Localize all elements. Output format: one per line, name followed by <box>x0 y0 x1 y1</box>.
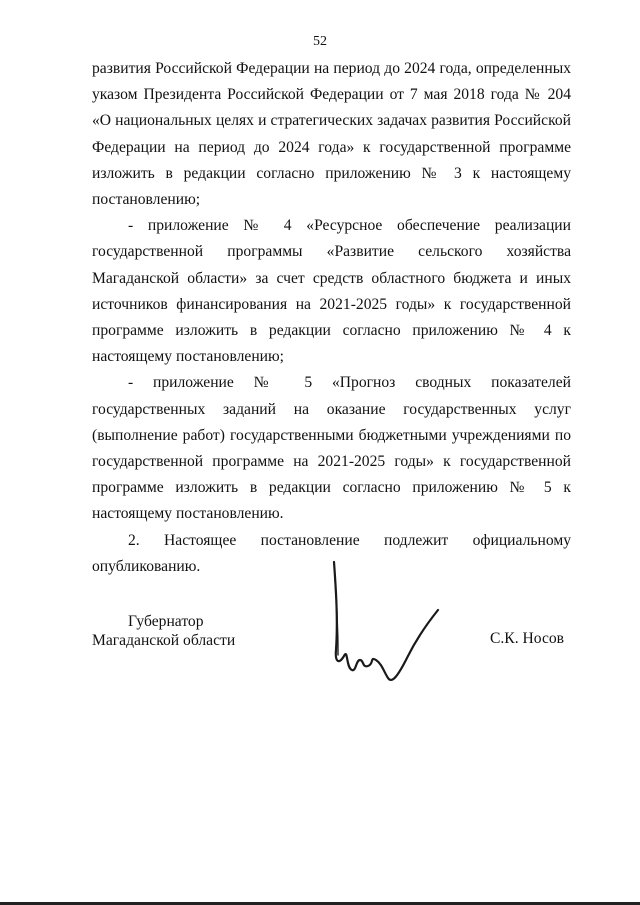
paragraph-national-goals: развития Российской Федерации на период до 2024 года, определенных указом Президента Российской Федерации от 7 мая 2018 года № 204 «О национальных целях и стратегических задачах развития Российской Федерации на период до 2024 года» к государственной программе изложить в редакции согласно приложению № 3 к настоящему постановлению; <box>92 60 571 209</box>
handwritten-signature <box>326 560 446 690</box>
signatory-position <box>92 612 235 650</box>
document-body <box>92 56 571 580</box>
paragraph-appendix-4: - приложение № 4 «Ресурсное обеспечение реализации государственной программы «Развитие сельского хозяйства Магаданской области» за счет средств областного бюджета и иных источников финансирования на 2021-2025 годы» к государственной программе изложить в редакции согласно приложению № 4 к настоящему постановлению; <box>92 217 571 366</box>
signatory-name: С.К. Носов <box>490 630 565 647</box>
paragraph-appendix-5: - приложение № 5 «Прогноз сводных показателей государственных заданий на оказание государственных услуг (выполнение работ) государственными бюджетными учреждениями по государственной программе на 2021-2025 годы» к государственной программе изложить в редакции согласно приложению № 5 к настоящему постановлению. <box>92 374 571 523</box>
paragraph-publication: 2. Настоящее постановление подлежит официальному опубликованию. <box>92 531 571 575</box>
signatory-region: Магаданской области <box>92 632 236 649</box>
signatory-title: Губернатор <box>128 613 204 630</box>
page-number: 52 <box>313 34 327 49</box>
